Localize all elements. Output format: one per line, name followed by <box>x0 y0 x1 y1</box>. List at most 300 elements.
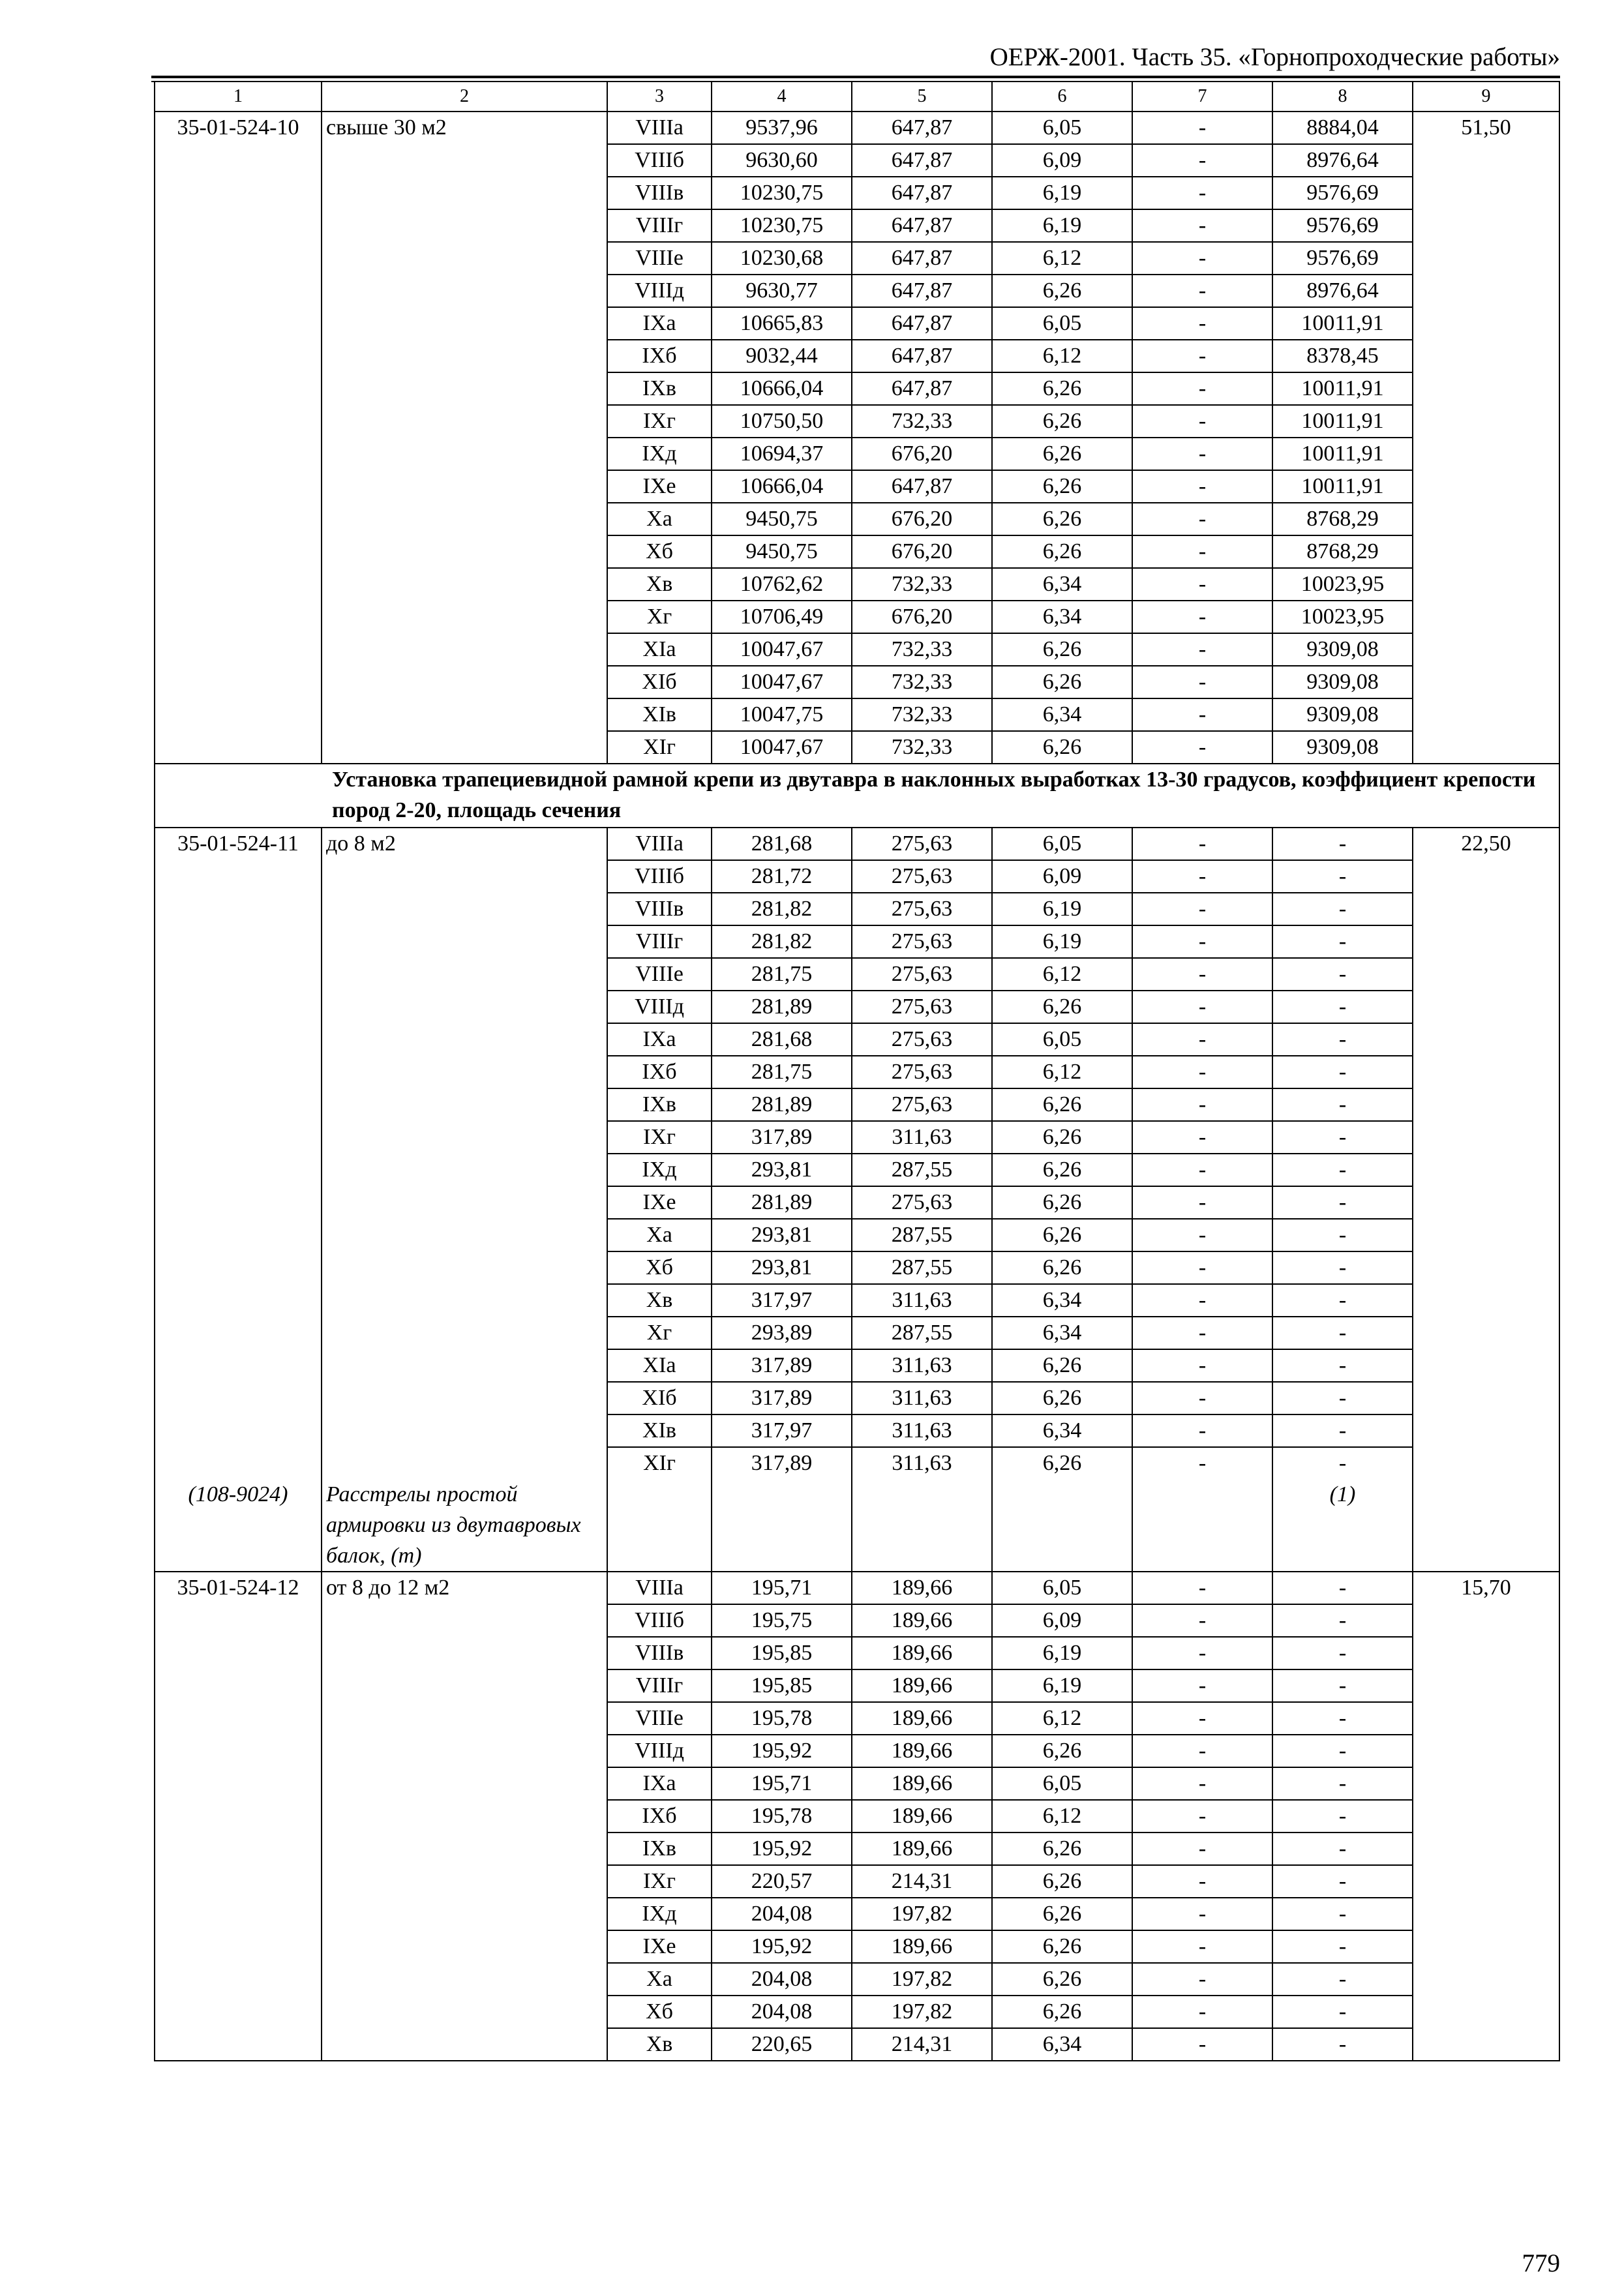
resource-quantity: (1) <box>1272 1479 1413 1572</box>
rate-code-cont <box>155 1996 322 2028</box>
direct-cost: 10230,75 <box>712 209 852 242</box>
labor-hours-cont <box>1413 1767 1559 1800</box>
driver-wages: - <box>1132 2028 1272 2061</box>
rate-description-cont <box>322 535 607 568</box>
direct-cost: 317,97 <box>712 1414 852 1447</box>
material-cost: - <box>1272 1186 1413 1219</box>
direct-cost: 317,89 <box>712 1349 852 1382</box>
rate-description-cont <box>322 1930 607 1963</box>
labor-hours-cont <box>1413 1963 1559 1996</box>
soil-group: VIIIг <box>607 209 712 242</box>
driver-wages: - <box>1132 1284 1272 1317</box>
rate-description-cont <box>322 242 607 275</box>
table-row <box>155 633 1559 666</box>
labor-hours-cont <box>1413 2028 1559 2061</box>
material-cost: 8768,29 <box>1272 535 1413 568</box>
driver-wages: - <box>1132 1023 1272 1056</box>
rate-description-cont <box>322 925 607 958</box>
machine-cost: 6,26 <box>992 438 1132 470</box>
driver-wages: - <box>1132 633 1272 666</box>
direct-cost: 195,71 <box>712 1572 852 1604</box>
direct-cost: 204,08 <box>712 1996 852 2028</box>
column-number: 1 <box>155 82 322 112</box>
rate-description-cont <box>322 601 607 633</box>
table-row <box>155 731 1559 764</box>
machine-cost: 6,34 <box>992 698 1132 731</box>
soil-group: IXб <box>607 1056 712 1088</box>
labor-cost: 275,63 <box>852 893 992 925</box>
table-row <box>155 1121 1559 1154</box>
rate-code-cont <box>155 1349 322 1382</box>
rate-description-cont <box>322 698 607 731</box>
labor-cost: 311,63 <box>852 1121 992 1154</box>
labor-cost: 287,55 <box>852 1317 992 1349</box>
table-row <box>155 1996 1559 2028</box>
rate-description-cont <box>322 438 607 470</box>
rate-code-cont <box>155 372 322 405</box>
direct-cost: 10750,50 <box>712 405 852 438</box>
labor-cost: 311,63 <box>852 1447 992 1479</box>
labor-cost: 647,87 <box>852 209 992 242</box>
soil-group: IXг <box>607 1121 712 1154</box>
labor-hours-cont <box>1413 1865 1559 1898</box>
labor-hours-cont <box>1413 860 1559 893</box>
page-number: 779 <box>1522 2249 1560 2277</box>
labor-hours-cont <box>1413 731 1559 764</box>
labor-hours-cont <box>1413 535 1559 568</box>
labor-hours-cont <box>1413 1604 1559 1637</box>
rate-code-cont <box>155 1767 322 1800</box>
soil-group: IXд <box>607 438 712 470</box>
machine-cost: 6,26 <box>992 633 1132 666</box>
machine-cost: 6,26 <box>992 1447 1132 1479</box>
labor-hours-cont <box>1413 893 1559 925</box>
labor-cost: 189,66 <box>852 1767 992 1800</box>
labor-cost: 197,82 <box>852 1963 992 1996</box>
driver-wages: - <box>1132 601 1272 633</box>
rate-description-cont <box>322 666 607 698</box>
machine-cost: 6,34 <box>992 1317 1132 1349</box>
machine-cost: 6,26 <box>992 1833 1132 1865</box>
soil-group: XIв <box>607 698 712 731</box>
rate-description-cont <box>322 633 607 666</box>
driver-wages: - <box>1132 1414 1272 1447</box>
labor-cost: 275,63 <box>852 1056 992 1088</box>
material-cost: - <box>1272 1800 1413 1833</box>
section-heading-row <box>155 764 1559 828</box>
driver-wages: - <box>1132 242 1272 275</box>
rate-code-cont <box>155 177 322 209</box>
machine-cost: 6,12 <box>992 242 1132 275</box>
machine-cost: 6,05 <box>992 112 1132 144</box>
driver-wages: - <box>1132 372 1272 405</box>
driver-wages: - <box>1132 1702 1272 1735</box>
driver-wages: - <box>1132 177 1272 209</box>
soil-group: IXг <box>607 1865 712 1898</box>
material-cost: - <box>1272 1865 1413 1898</box>
direct-cost: 195,92 <box>712 1930 852 1963</box>
direct-cost: 220,57 <box>712 1865 852 1898</box>
material-cost: 9576,69 <box>1272 242 1413 275</box>
rate-code-cont <box>155 1669 322 1702</box>
column-number: 5 <box>852 82 992 112</box>
machine-cost: 6,05 <box>992 1023 1132 1056</box>
direct-cost: 281,68 <box>712 828 852 860</box>
labor-hours-cont <box>1413 307 1559 340</box>
labor-hours-cont <box>1413 633 1559 666</box>
table-row <box>155 340 1559 372</box>
material-cost: 10011,91 <box>1272 405 1413 438</box>
soil-group: Xв <box>607 568 712 601</box>
direct-cost: 195,75 <box>712 1604 852 1637</box>
material-cost: - <box>1272 1023 1413 1056</box>
soil-group: VIIIе <box>607 1702 712 1735</box>
labor-cost: 189,66 <box>852 1800 992 1833</box>
rate-code-cont <box>155 1088 322 1121</box>
machine-cost: 6,26 <box>992 1121 1132 1154</box>
soil-group: Xа <box>607 1219 712 1251</box>
driver-wages: - <box>1132 893 1272 925</box>
labor-cost: 275,63 <box>852 1186 992 1219</box>
soil-group: IXб <box>607 1800 712 1833</box>
direct-cost: 10694,37 <box>712 438 852 470</box>
table-row <box>155 1800 1559 1833</box>
labor-cost: 214,31 <box>852 1865 992 1898</box>
soil-group: IXа <box>607 307 712 340</box>
labor-cost: 647,87 <box>852 144 992 177</box>
material-cost: - <box>1272 860 1413 893</box>
rate-code-cont <box>155 307 322 340</box>
rate-code-cont <box>155 1121 322 1154</box>
direct-cost: 9630,77 <box>712 275 852 307</box>
rate-code-cont <box>155 503 322 535</box>
rate-code-cont <box>155 1056 322 1088</box>
material-cost: - <box>1272 1572 1413 1604</box>
driver-wages: - <box>1132 1865 1272 1898</box>
table-row <box>155 438 1559 470</box>
rate-description-cont <box>322 340 607 372</box>
material-cost: - <box>1272 1702 1413 1735</box>
labor-cost: 275,63 <box>852 828 992 860</box>
machine-cost: 6,09 <box>992 860 1132 893</box>
machine-cost: 6,26 <box>992 503 1132 535</box>
driver-wages: - <box>1132 1349 1272 1382</box>
labor-hours-cont <box>1413 568 1559 601</box>
driver-wages: - <box>1132 1963 1272 1996</box>
driver-wages: - <box>1132 1447 1272 1479</box>
rate-code: 35-01-524-12 <box>155 1572 322 1604</box>
material-cost: - <box>1272 1833 1413 1865</box>
direct-cost: 293,89 <box>712 1317 852 1349</box>
table-row <box>155 698 1559 731</box>
rate-code-cont <box>155 1382 322 1414</box>
rate-description-cont <box>322 1154 607 1186</box>
rate-description-cont <box>322 1186 607 1219</box>
rate-code-cont <box>155 1898 322 1930</box>
rate-code-cont <box>155 1414 322 1447</box>
labor-hours-cont <box>1413 601 1559 633</box>
table-row <box>155 275 1559 307</box>
material-cost: - <box>1272 828 1413 860</box>
machine-cost: 6,26 <box>992 731 1132 764</box>
rate-description-cont <box>322 405 607 438</box>
rate-code-cont <box>155 666 322 698</box>
resource-empty-cell <box>992 1479 1132 1572</box>
material-cost: - <box>1272 1604 1413 1637</box>
rate-code-cont <box>155 1963 322 1996</box>
labor-cost: 275,63 <box>852 925 992 958</box>
machine-cost: 6,26 <box>992 1963 1132 1996</box>
table-row <box>155 405 1559 438</box>
material-cost: - <box>1272 893 1413 925</box>
machine-cost: 6,26 <box>992 666 1132 698</box>
column-number: 6 <box>992 82 1132 112</box>
machine-cost: 6,34 <box>992 568 1132 601</box>
material-cost: - <box>1272 1414 1413 1447</box>
soil-group: IXв <box>607 1833 712 1865</box>
soil-group: VIIIб <box>607 144 712 177</box>
driver-wages: - <box>1132 925 1272 958</box>
material-cost: 10023,95 <box>1272 568 1413 601</box>
labor-cost: 732,33 <box>852 666 992 698</box>
direct-cost: 281,89 <box>712 1088 852 1121</box>
header-rule <box>151 76 1560 78</box>
machine-cost: 6,26 <box>992 470 1132 503</box>
labor-cost: 275,63 <box>852 958 992 991</box>
table-row <box>155 1447 1559 1479</box>
machine-cost: 6,26 <box>992 1930 1132 1963</box>
material-cost: 9576,69 <box>1272 209 1413 242</box>
table-row <box>155 1702 1559 1735</box>
material-cost: - <box>1272 991 1413 1023</box>
direct-cost: 281,72 <box>712 860 852 893</box>
machine-cost: 6,26 <box>992 1186 1132 1219</box>
rate-code-cont <box>155 731 322 764</box>
machine-cost: 6,19 <box>992 1669 1132 1702</box>
soil-group: VIIIб <box>607 860 712 893</box>
rate-description-cont <box>322 1447 607 1479</box>
material-cost: - <box>1272 1251 1413 1284</box>
labor-hours-cont <box>1413 438 1559 470</box>
material-cost: - <box>1272 925 1413 958</box>
labor-hours-cont <box>1413 1669 1559 1702</box>
driver-wages: - <box>1132 1833 1272 1865</box>
driver-wages: - <box>1132 1637 1272 1669</box>
labor-cost: 189,66 <box>852 1604 992 1637</box>
soil-group: VIIIа <box>607 112 712 144</box>
material-cost: 10011,91 <box>1272 470 1413 503</box>
driver-wages: - <box>1132 1121 1272 1154</box>
labor-hours-cont <box>1413 1800 1559 1833</box>
labor-cost: 647,87 <box>852 307 992 340</box>
driver-wages: - <box>1132 1898 1272 1930</box>
table-row <box>155 1382 1559 1414</box>
rate-description-cont <box>322 372 607 405</box>
material-cost: 8884,04 <box>1272 112 1413 144</box>
machine-cost: 6,12 <box>992 958 1132 991</box>
table-row <box>155 958 1559 991</box>
machine-cost: 6,26 <box>992 1865 1132 1898</box>
labor-hours-cont <box>1413 144 1559 177</box>
resource-empty-cell <box>1413 1479 1559 1572</box>
driver-wages: - <box>1132 1735 1272 1767</box>
table-row <box>155 1669 1559 1702</box>
soil-group: Xб <box>607 1251 712 1284</box>
labor-cost: 647,87 <box>852 340 992 372</box>
direct-cost: 281,82 <box>712 925 852 958</box>
table-row <box>155 860 1559 893</box>
rates-table <box>154 81 1560 2061</box>
soil-group: VIIIв <box>607 893 712 925</box>
machine-cost: 6,26 <box>992 535 1132 568</box>
direct-cost: 293,81 <box>712 1219 852 1251</box>
direct-cost: 10047,67 <box>712 731 852 764</box>
soil-group: IXа <box>607 1767 712 1800</box>
rate-description-cont <box>322 1056 607 1088</box>
labor-hours-cont <box>1413 1219 1559 1251</box>
rate-code-cont <box>155 209 322 242</box>
rate-code-cont <box>155 438 322 470</box>
direct-cost: 195,78 <box>712 1800 852 1833</box>
labor-cost: 287,55 <box>852 1219 992 1251</box>
rate-code-cont <box>155 535 322 568</box>
section-heading: Установка трапециевидной рамной крепи из двутавра в наклонных выработках 13-30 градусов, коэффициент крепости пород 2-20, площадь сечения <box>155 764 1559 828</box>
driver-wages: - <box>1132 1800 1272 1833</box>
soil-group: IXе <box>607 470 712 503</box>
direct-cost: 281,82 <box>712 893 852 925</box>
rate-code-cont <box>155 925 322 958</box>
soil-group: VIIIа <box>607 828 712 860</box>
material-cost: 10011,91 <box>1272 307 1413 340</box>
rate-description-cont <box>322 177 607 209</box>
direct-cost: 10665,83 <box>712 307 852 340</box>
direct-cost: 9450,75 <box>712 535 852 568</box>
machine-cost: 6,05 <box>992 1767 1132 1800</box>
labor-hours-cont <box>1413 1186 1559 1219</box>
table-row <box>155 1219 1559 1251</box>
driver-wages: - <box>1132 568 1272 601</box>
material-cost: 9309,08 <box>1272 731 1413 764</box>
direct-cost: 195,71 <box>712 1767 852 1800</box>
rate-description-cont <box>322 307 607 340</box>
machine-cost: 6,19 <box>992 209 1132 242</box>
rate-description-cont <box>322 1767 607 1800</box>
rate-description-cont <box>322 1833 607 1865</box>
material-cost: - <box>1272 1637 1413 1669</box>
material-cost: - <box>1272 2028 1413 2061</box>
material-cost: - <box>1272 1088 1413 1121</box>
driver-wages: - <box>1132 1572 1272 1604</box>
soil-group: IXе <box>607 1930 712 1963</box>
direct-cost: 317,89 <box>712 1382 852 1414</box>
driver-wages: - <box>1132 666 1272 698</box>
driver-wages: - <box>1132 503 1272 535</box>
labor-hours-cont <box>1413 1637 1559 1669</box>
labor-hours: 15,70 <box>1413 1572 1559 1604</box>
rate-description-cont <box>322 503 607 535</box>
labor-hours-cont <box>1413 1898 1559 1930</box>
table-row <box>155 209 1559 242</box>
resource-empty-cell <box>607 1479 712 1572</box>
soil-group: XIг <box>607 1447 712 1479</box>
labor-hours-cont <box>1413 1317 1559 1349</box>
driver-wages: - <box>1132 1186 1272 1219</box>
labor-hours-cont <box>1413 242 1559 275</box>
machine-cost: 6,26 <box>992 1219 1132 1251</box>
driver-wages: - <box>1132 958 1272 991</box>
soil-group: VIIIг <box>607 1669 712 1702</box>
labor-hours-cont <box>1413 1251 1559 1284</box>
table-row <box>155 1865 1559 1898</box>
labor-hours-cont <box>1413 698 1559 731</box>
machine-cost: 6,19 <box>992 1637 1132 1669</box>
column-number-row <box>155 82 1559 112</box>
labor-cost: 197,82 <box>852 1898 992 1930</box>
soil-group: VIIIв <box>607 177 712 209</box>
rate-code-cont <box>155 1637 322 1669</box>
material-cost: - <box>1272 958 1413 991</box>
resource-empty-cell <box>712 1479 852 1572</box>
column-number: 7 <box>1132 82 1272 112</box>
driver-wages: - <box>1132 991 1272 1023</box>
column-number: 8 <box>1272 82 1413 112</box>
rate-description-cont <box>322 1284 607 1317</box>
driver-wages: - <box>1132 860 1272 893</box>
driver-wages: - <box>1132 340 1272 372</box>
labor-cost: 732,33 <box>852 698 992 731</box>
rate-description-cont <box>322 470 607 503</box>
rate-code-cont <box>155 144 322 177</box>
machine-cost: 6,26 <box>992 1382 1132 1414</box>
material-cost: - <box>1272 1930 1413 1963</box>
rate-code-cont <box>155 860 322 893</box>
rate-description-cont <box>322 1414 607 1447</box>
labor-cost: 732,33 <box>852 633 992 666</box>
rate-code-cont <box>155 1023 322 1056</box>
labor-hours-cont <box>1413 1702 1559 1735</box>
driver-wages: - <box>1132 698 1272 731</box>
labor-cost: 275,63 <box>852 991 992 1023</box>
direct-cost: 204,08 <box>712 1963 852 1996</box>
resource-empty-cell <box>1132 1479 1272 1572</box>
rate-description-cont <box>322 1702 607 1735</box>
labor-hours-cont <box>1413 1414 1559 1447</box>
rate-code-cont <box>155 242 322 275</box>
labor-cost: 287,55 <box>852 1154 992 1186</box>
machine-cost: 6,26 <box>992 1251 1132 1284</box>
driver-wages: - <box>1132 307 1272 340</box>
labor-cost: 275,63 <box>852 1023 992 1056</box>
labor-cost: 189,66 <box>852 1637 992 1669</box>
table-row <box>155 1284 1559 1317</box>
resource-description: Расстрелы простой армировки из двутавровых балок, (т) <box>322 1479 607 1572</box>
rate-description-cont <box>322 991 607 1023</box>
column-number: 4 <box>712 82 852 112</box>
material-cost: - <box>1272 1767 1413 1800</box>
labor-hours-cont <box>1413 340 1559 372</box>
rate-code-cont <box>155 1604 322 1637</box>
direct-cost: 10706,49 <box>712 601 852 633</box>
material-cost: - <box>1272 1284 1413 1317</box>
labor-cost: 189,66 <box>852 1669 992 1702</box>
rate-description: до 8 м2 <box>322 828 607 860</box>
soil-group: XIб <box>607 1382 712 1414</box>
labor-hours-cont <box>1413 666 1559 698</box>
driver-wages: - <box>1132 470 1272 503</box>
rate-code-cont <box>155 1219 322 1251</box>
soil-group: VIIIе <box>607 242 712 275</box>
direct-cost: 10047,67 <box>712 666 852 698</box>
